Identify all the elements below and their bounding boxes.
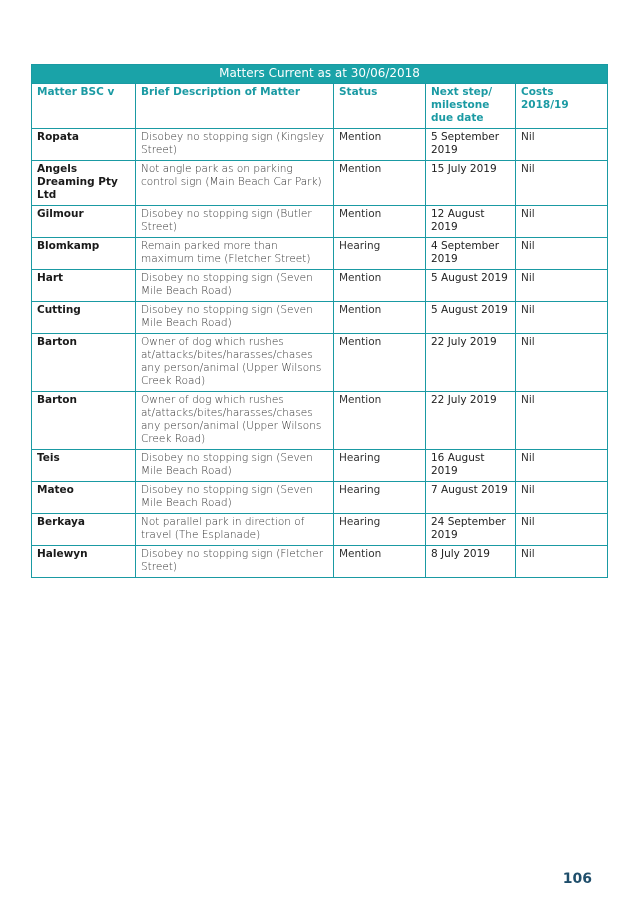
cell-next-step: 15 July 2019 [426,161,516,206]
cell-next-step: 22 July 2019 [426,334,516,392]
cell-costs: Nil [516,206,608,238]
table-body [32,129,608,578]
table-header-row [32,84,608,129]
cell-status: Mention [334,270,426,302]
cell-status: Hearing [334,482,426,514]
cell-description: Disobey no stopping sign (Butler Street) [136,206,334,238]
cell-next-step: 24 September 2019 [426,514,516,546]
cell-next-step: 5 September 2019 [426,129,516,161]
header-matter-label: Matter BSC v [37,86,115,98]
cell-matter: Gilmour [32,206,136,238]
matters-table [31,64,608,578]
header-next-step: Next step/ milestone due date [426,84,516,129]
cell-description: Disobey no stopping sign (Fletcher Street) [136,546,334,578]
cell-costs: Nil [516,392,608,450]
cell-costs: Nil [516,546,608,578]
cell-matter: Angels Dreaming Pty Ltd [32,161,136,206]
cell-matter: Hart [32,270,136,302]
header-description: Brief Description of Matter [136,84,334,129]
table-row [32,238,608,270]
cell-next-step: 12 August 2019 [426,206,516,238]
cell-costs: Nil [516,334,608,392]
cell-next-step: 5 August 2019 [426,302,516,334]
cell-matter: Teis [32,450,136,482]
cell-costs: Nil [516,482,608,514]
table-row [32,206,608,238]
cell-description: Disobey no stopping sign (Seven Mile Beach Road) [136,482,334,514]
cell-next-step: 16 August 2019 [426,450,516,482]
cell-status: Mention [334,129,426,161]
cell-status: Mention [334,392,426,450]
cell-status: Hearing [334,514,426,546]
table-row [32,546,608,578]
cell-matter: Berkaya [32,514,136,546]
header-costs: Costs 2018/19 [516,84,608,129]
table-title-row [32,65,608,84]
cell-matter: Barton [32,334,136,392]
cell-status: Mention [334,161,426,206]
cell-costs: Nil [516,302,608,334]
cell-costs: Nil [516,238,608,270]
cell-costs: Nil [516,161,608,206]
header-status: Status [334,84,426,129]
table-row [32,334,608,392]
cell-next-step: 8 July 2019 [426,546,516,578]
cell-description: Disobey no stopping sign (Seven Mile Beach Road) [136,302,334,334]
table-row [32,514,608,546]
table-row [32,302,608,334]
cell-status: Mention [334,334,426,392]
cell-matter: Mateo [32,482,136,514]
table-title: Matters Current as at 30/06/2018 [32,65,608,84]
table-row [32,161,608,206]
cell-matter: Halewyn [32,546,136,578]
cell-status: Mention [334,302,426,334]
table-row [32,450,608,482]
cell-status: Mention [334,546,426,578]
cell-matter: Barton [32,392,136,450]
cell-next-step: 5 August 2019 [426,270,516,302]
cell-next-step: 4 September 2019 [426,238,516,270]
table-row [32,482,608,514]
cell-status: Hearing [334,238,426,270]
cell-next-step: 22 July 2019 [426,392,516,450]
cell-description: Owner of dog which rushes at/attacks/bites/harasses/chases any person/animal (Upper Wilsons Creek Road) [136,334,334,392]
table-row [32,392,608,450]
cell-status: Mention [334,206,426,238]
cell-next-step: 7 August 2019 [426,482,516,514]
cell-description: Not parallel park in direction of travel (The Esplanade) [136,514,334,546]
cell-description: Owner of dog which rushes at/attacks/bites/harasses/chases any person/animal (Upper Wilsons Creek Road) [136,392,334,450]
matters-table-container [31,64,607,578]
page-number: 106 [562,871,592,887]
cell-matter: Blomkamp [32,238,136,270]
cell-description: Disobey no stopping sign (Kingsley Street) [136,129,334,161]
cell-matter: Ropata [32,129,136,161]
cell-costs: Nil [516,514,608,546]
cell-description: Disobey no stopping sign (Seven Mile Beach Road) [136,270,334,302]
cell-matter: Cutting [32,302,136,334]
header-matter [32,84,136,129]
cell-costs: Nil [516,450,608,482]
cell-costs: Nil [516,270,608,302]
cell-description: Not angle park as on parking control sign (Main Beach Car Park) [136,161,334,206]
table-row [32,129,608,161]
cell-costs: Nil [516,129,608,161]
cell-description: Disobey no stopping sign (Seven Mile Beach Road) [136,450,334,482]
table-row [32,270,608,302]
cell-status: Hearing [334,450,426,482]
cell-description: Remain parked more than maximum time (Fletcher Street) [136,238,334,270]
